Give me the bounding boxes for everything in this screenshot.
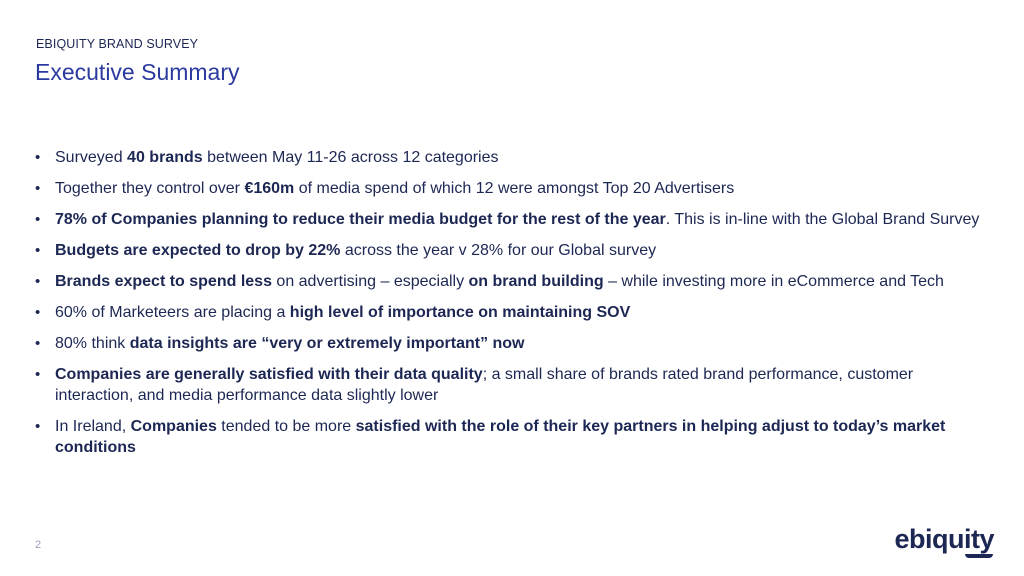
- bullet-text: of media spend of which 12 were amongst Top 20 Advertisers: [294, 180, 735, 197]
- logo-wordmark: ebiquity: [894, 524, 994, 554]
- bullet-text: across the year v 28% for our Global survey: [340, 242, 657, 259]
- bullet-text: on advertising – especially: [271, 273, 469, 290]
- bullet-text: 60% of Marketeers are placing a: [55, 304, 290, 321]
- bullet-item: [35, 364, 995, 406]
- bullet-item: [35, 178, 995, 199]
- bullet-text-bold: €160m: [244, 180, 295, 197]
- bullet-text-bold: Companies: [130, 418, 217, 435]
- bullet-text: ; a small share of brands rated brand performance, customer interaction, and media performance data slightly lower: [55, 366, 914, 404]
- eyebrow-label: EBIQUITY BRAND SURVEY: [36, 37, 199, 51]
- bullet-item: [35, 147, 995, 168]
- bullet-dot-icon: •: [35, 211, 41, 228]
- bullet-text: 80% think: [55, 335, 130, 352]
- bullet-dot-icon: •: [35, 418, 41, 435]
- bullet-text-bold: high level of importance on maintaining SOV: [289, 304, 631, 321]
- bullet-text: In Ireland,: [55, 418, 131, 435]
- bullet-text: – while investing more in eCommerce and Tech: [603, 273, 944, 290]
- bullet-text-bold: Companies are generally satisfied with their data quality: [55, 366, 483, 383]
- bullet-dot-icon: •: [35, 242, 41, 259]
- bullet-text-bold: data insights are “very or extremely important” now: [129, 335, 525, 352]
- bullet-text-bold: Budgets are expected to drop by 22%: [55, 242, 341, 259]
- page-number: 2: [35, 539, 42, 551]
- bullet-item: [35, 416, 995, 458]
- bullet-text: . This is in-line with the Global Brand Survey: [665, 211, 980, 228]
- bullet-dot-icon: •: [35, 149, 41, 166]
- page-title: Executive Summary: [35, 59, 240, 85]
- bullet-dot-icon: •: [35, 335, 41, 352]
- bullet-text: between May 11-26 across 12 categories: [202, 149, 499, 166]
- bullet-text-bold: Brands expect to spend less: [55, 273, 272, 290]
- logo-underline-mark: [965, 554, 993, 558]
- bullet-dot-icon: •: [35, 366, 41, 383]
- bullet-text-bold: on brand building: [468, 273, 604, 290]
- bullet-item: [35, 302, 995, 323]
- bullet-item: [35, 209, 995, 230]
- bullet-text-bold: satisfied with the role of their key partners in helping adjust to today’s market conditions: [55, 418, 946, 456]
- bullet-item: [35, 240, 995, 261]
- summary-bullet-list: [35, 147, 995, 468]
- bullet-item: [35, 271, 995, 292]
- bullet-text-bold: 40 brands: [127, 149, 203, 166]
- bullet-text-bold: 78% of Companies planning to reduce their media budget for the rest of the year: [55, 211, 666, 228]
- bullet-dot-icon: •: [35, 304, 41, 321]
- bullet-dot-icon: •: [35, 273, 41, 290]
- bullet-text: tended to be more: [216, 418, 356, 435]
- bullet-item: [35, 333, 995, 354]
- bullet-text: Together they control over: [55, 180, 245, 197]
- bullet-dot-icon: •: [35, 180, 41, 197]
- bullet-text: Surveyed: [55, 149, 128, 166]
